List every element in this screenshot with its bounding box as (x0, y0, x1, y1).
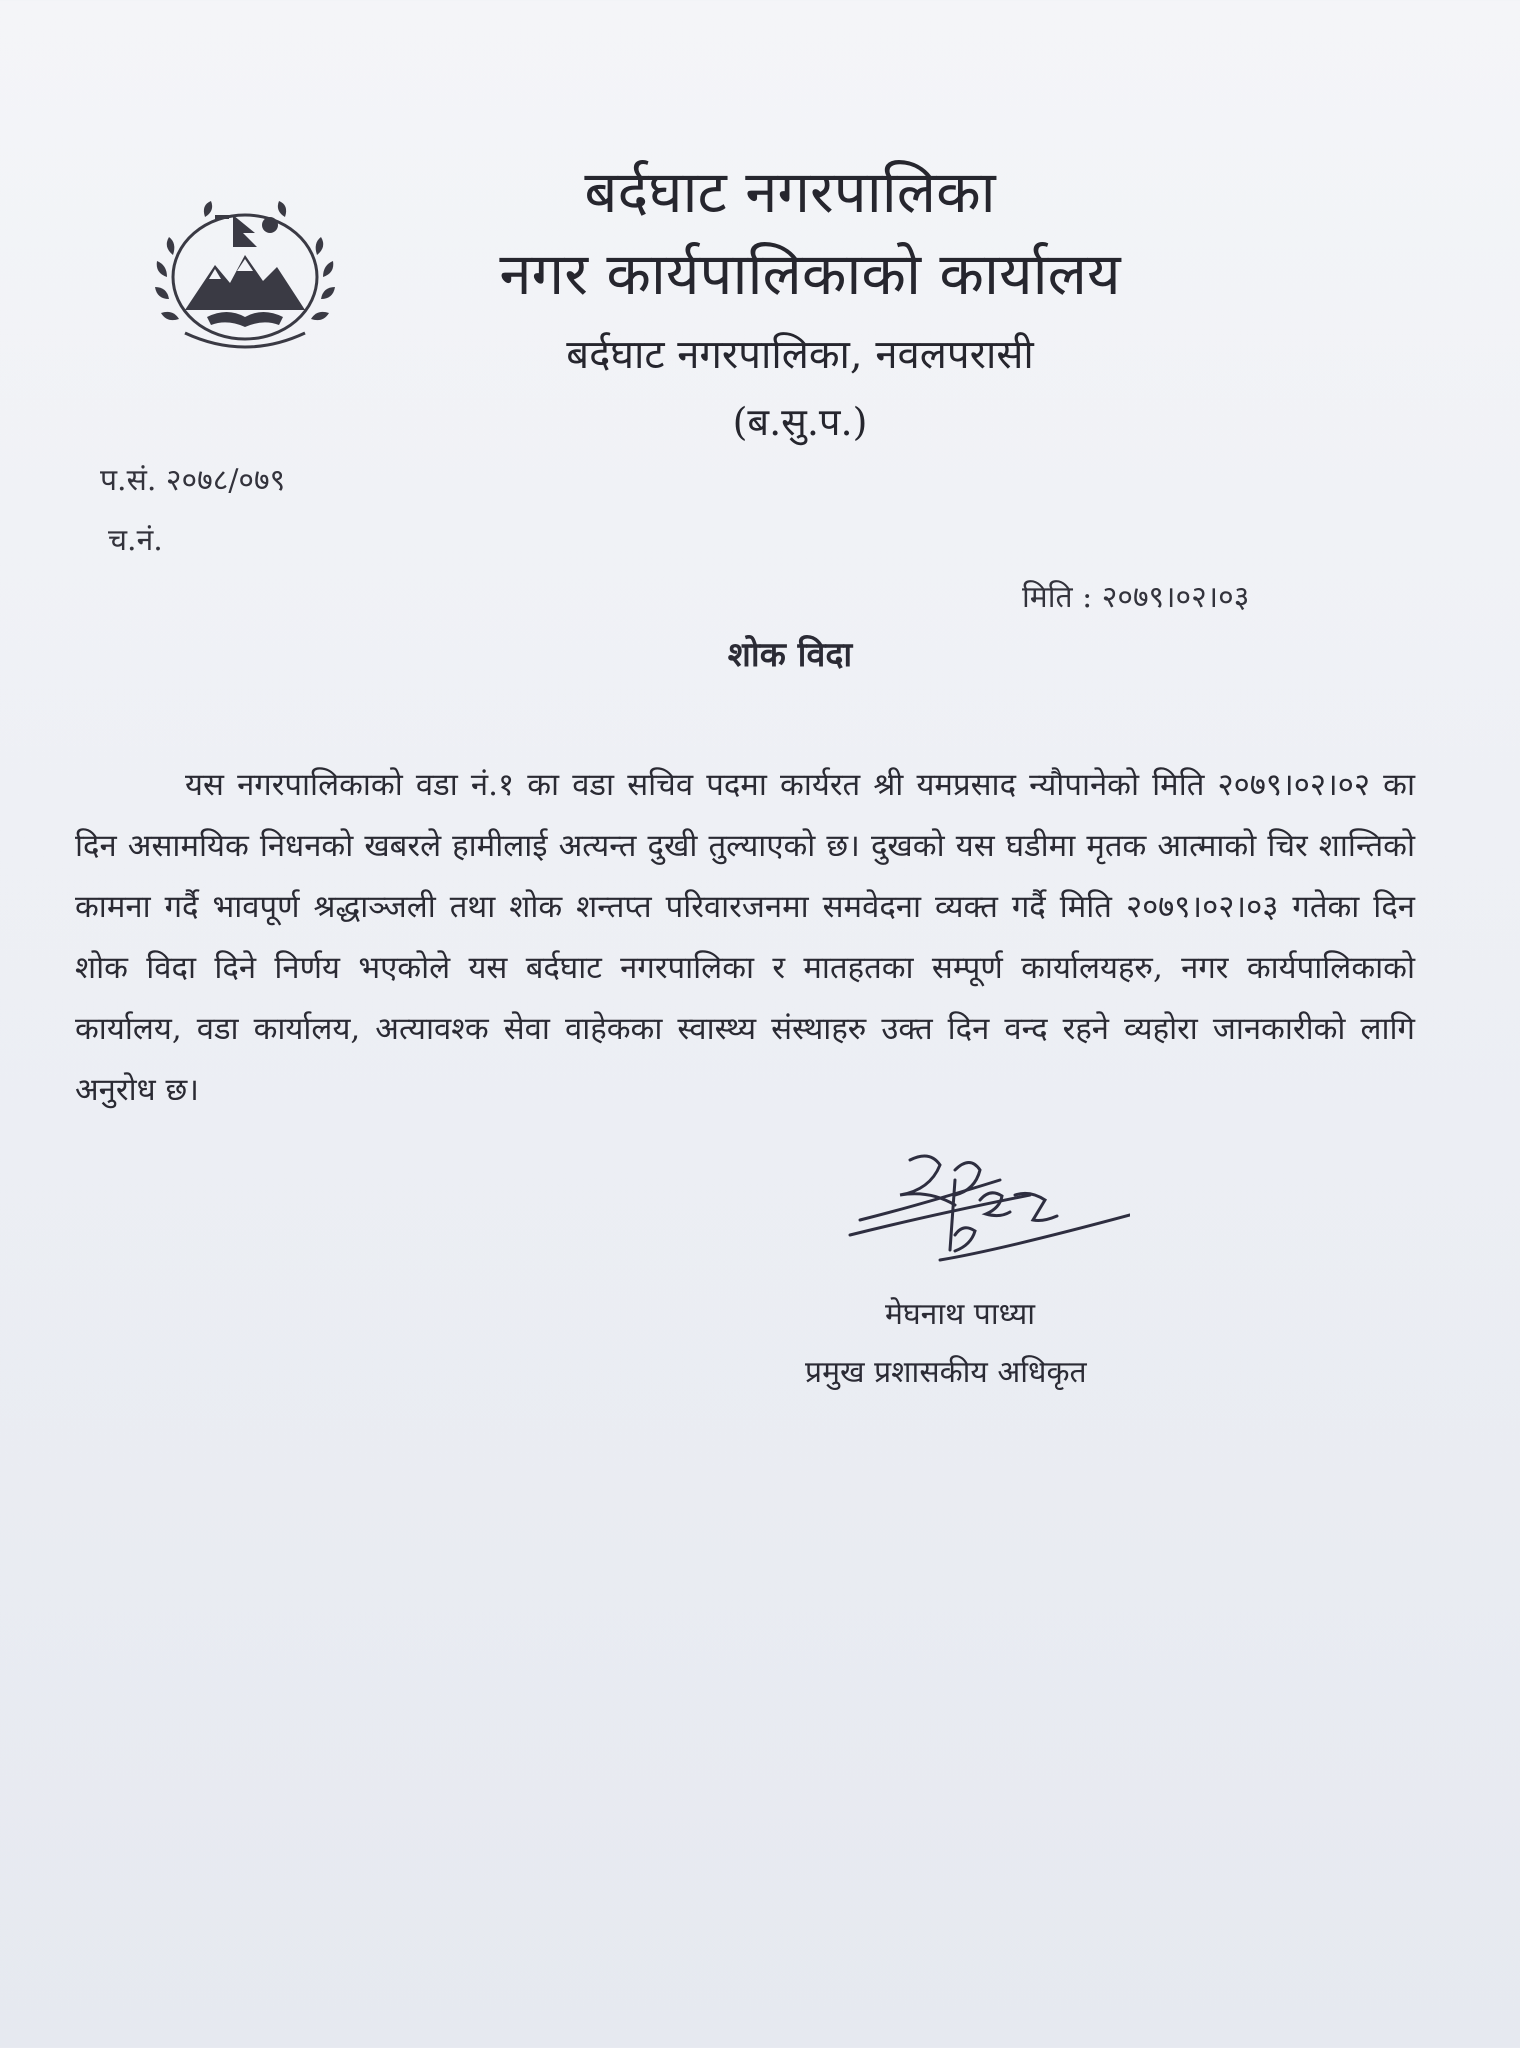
address-abbreviation: (ब.सु.प.) (732, 400, 868, 444)
signatory-title: प्रमुख प्रशासकीय अधिकृत (805, 1355, 1087, 1390)
dispatch-number: च.नं. (108, 523, 163, 558)
letter-body: यस नगरपालिकाको वडा नं.१ का वडा सचिव पदमा कार्यरत श्री यमप्रसाद न्यौपानेको मिति २०७९।०२।०२ का दिन असामयिक निधनको खबरले हामीलाई अत्यन्त दुखी तुल्याएको छ। दुखको यस घडीमा मृतक आत्माको चिर शान्तिको कामना गर्दै भावपूर्ण श्रद्धाञ्जली तथा शोक शन्तप्त परिवारजनमा समवेदना व्यक्त गर्दै मिति २०७९।०२।०३ गतेका दिन शोक विदा दिने निर्णय भएकोले यस बर्दघाट नगरपालिका र मातहतका सम्पूर्ण कार्यालयहरु, नगर कार्यपालिकाको कार्यालय, वडा कार्यालय, अत्यावश्क सेवा वाहेकका स्वास्थ्य संस्थाहरु उक्त दिन वन्द रहने व्यहोरा जानकारीको लागि अनुरोध छ। (75, 767, 1415, 1108)
letter-date: मिति : २०७९।०२।०३ (1022, 580, 1250, 615)
signature-icon (840, 1140, 1130, 1300)
municipality-name: बर्दघाट नगरपालिका (584, 158, 996, 226)
letter-reference-number: प.सं. २०७८/०७९ (100, 463, 286, 498)
signatory-name: मेघनाथ पाध्या (885, 1297, 1036, 1332)
letter-subject: शोक विदा (727, 635, 853, 675)
office-address: बर्दघाट नगरपालिका, नवलपरासी (566, 332, 1034, 378)
office-name: नगर कार्यपालिकाको कार्यालय (499, 240, 1121, 308)
